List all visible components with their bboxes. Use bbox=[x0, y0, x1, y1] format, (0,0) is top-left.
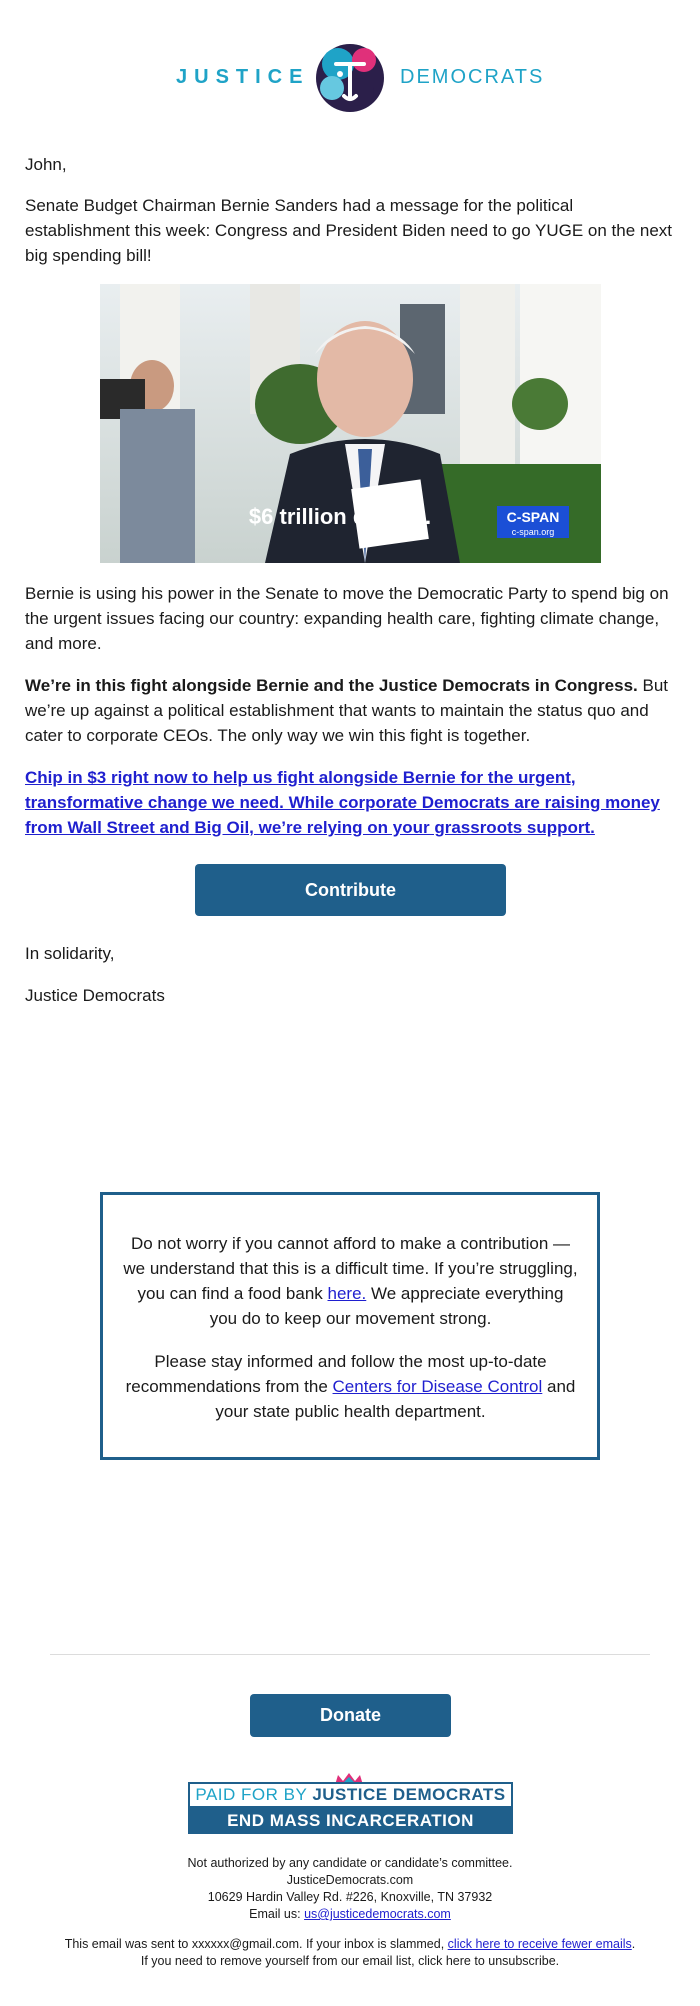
donate-button[interactable]: Donate bbox=[250, 1694, 451, 1737]
footer-email-link[interactable]: us@justicedemocrats.com bbox=[304, 1907, 451, 1921]
footer-divider bbox=[50, 1654, 650, 1655]
paragraph-fight-bold: We’re in this fight alongside Bernie and the Justice Democrats in Congress. bbox=[25, 676, 638, 695]
fewer-emails-link[interactable]: click here to receive fewer emails bbox=[447, 1937, 632, 1951]
notice-cdc-text: Please stay informed and follow the most up-to-date recommendations from the bbox=[125, 1352, 547, 1396]
footer-legal bbox=[0, 1855, 700, 1923]
paragraph-bernie bbox=[25, 581, 675, 656]
logo-emblem-icon bbox=[310, 38, 390, 118]
hero-photo bbox=[100, 284, 601, 563]
justice-democrats-logo[interactable] bbox=[0, 38, 700, 118]
signature-text: Justice Democrats bbox=[25, 986, 165, 1005]
signoff-text: In solidarity, bbox=[25, 944, 115, 963]
hero-image[interactable] bbox=[100, 284, 601, 563]
cdc-link[interactable]: Centers for Disease Control bbox=[332, 1377, 543, 1396]
notice-food-bank-text: Do not worry if you cannot afford to make a contribution — we understand that this is a difficult time. If you’re struggling, you can find a food bank bbox=[123, 1234, 578, 1303]
paragraph-intro bbox=[25, 193, 675, 268]
paid-for-prefix: PAID FOR BY bbox=[195, 1785, 308, 1804]
greeting bbox=[25, 152, 675, 177]
cspan-badge-title: C-SPAN bbox=[506, 509, 560, 525]
footer-email bbox=[0, 1906, 700, 1923]
logo-wordmark-left: JUSTICE bbox=[176, 66, 310, 88]
notice-cdc bbox=[123, 1349, 578, 1424]
notice-food-bank bbox=[123, 1231, 578, 1331]
logo-wordmark-right: DEMOCRATS bbox=[400, 66, 545, 88]
footer-unsubscribe[interactable]: If you need to remove yourself from our email list, click here to unsubscribe. bbox=[140, 1954, 560, 1968]
chip-in-link[interactable]: Chip in $3 right now to help us fight alongside Bernie for the urgent, transformative change we need. While corporate Democrats are raising money from Wall Street and Big Oil, we’re relying on your grassroots support. bbox=[25, 768, 660, 837]
paid-for-banner bbox=[188, 1772, 513, 1835]
signature bbox=[25, 983, 675, 1008]
paragraph-intro-text: Senate Budget Chairman Bernie Sanders had a message for the political establishment this week: Congress and President Biden need to go YUGE on the next big spending bill! bbox=[25, 196, 673, 265]
paragraph-bernie-text: Bernie is using his power in the Senate to move the Democratic Party to spend big on the urgent issues facing our country: expanding health care, fighting climate change, and more. bbox=[25, 584, 669, 653]
cspan-badge-url: c-span.org bbox=[511, 527, 555, 537]
paid-for-banner-slogan: END MASS INCARCERATION bbox=[188, 1808, 513, 1834]
paid-for-org: JUSTICE DEMOCRATS bbox=[312, 1785, 506, 1804]
footer-address: 10629 Hardin Valley Rd. #226, Knoxville, TN 37932 bbox=[207, 1890, 493, 1904]
footer-email-label: Email us: bbox=[249, 1907, 305, 1921]
paragraph-fight-rest: But we’re up against a political establishment that wants to maintain the status quo and cater to corporate CEOs. The only way we win this fight is together. bbox=[25, 676, 669, 745]
hero-caption: $6 trillion dollars. bbox=[248, 504, 432, 529]
contribute-button[interactable]: Contribute bbox=[195, 864, 506, 916]
footer-sent-to-period: . bbox=[631, 1937, 636, 1951]
footer-subscription bbox=[0, 1936, 700, 1970]
paid-for-disclaimer bbox=[188, 1782, 513, 1808]
food-bank-link[interactable]: here. bbox=[327, 1284, 367, 1303]
footer-sent-to bbox=[0, 1936, 700, 1953]
footer-website: JusticeDemocrats.com bbox=[286, 1873, 414, 1887]
contribution-notice-box bbox=[100, 1192, 600, 1460]
notice-cdc-text-end: and your state public health department. bbox=[215, 1377, 576, 1421]
paragraph-fight bbox=[25, 673, 675, 748]
signoff bbox=[25, 941, 675, 966]
paragraph-chip-in bbox=[25, 765, 675, 840]
footer-authorization: Not authorized by any candidate or candidate’s committee. bbox=[187, 1856, 513, 1870]
footer-sent-to-text: This email was sent to xxxxxx@gmail.com. If your inbox is slammed, bbox=[64, 1937, 448, 1951]
notice-food-bank-text-end: We appreciate everything you do to keep our movement strong. bbox=[209, 1284, 564, 1328]
greeting-text: John, bbox=[25, 155, 67, 174]
paragraph-fight-text bbox=[25, 673, 675, 748]
